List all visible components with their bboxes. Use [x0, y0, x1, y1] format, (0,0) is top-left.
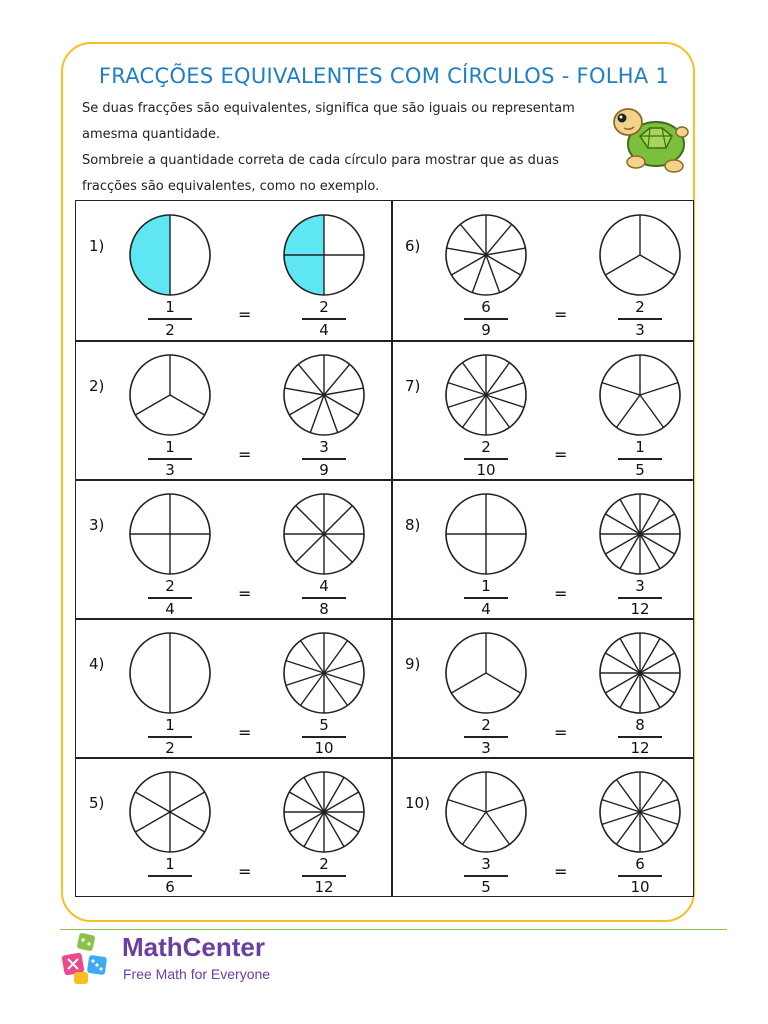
problem-cell — [392, 201, 701, 340]
equals-sign: = — [238, 862, 252, 881]
problem-number: 9) — [405, 655, 421, 673]
numerator: 6 — [635, 855, 645, 873]
fraction-circle-left[interactable] — [444, 353, 528, 437]
equals-sign: = — [238, 584, 252, 603]
denominator: 9 — [319, 460, 329, 479]
denominator: 6 — [165, 877, 175, 896]
problem-number: 5) — [89, 794, 105, 812]
fraction-bar — [302, 318, 346, 320]
problem-cell — [76, 341, 385, 480]
numerator: 8 — [635, 716, 645, 734]
numerator: 3 — [481, 855, 491, 873]
denominator: 4 — [481, 599, 491, 618]
fraction-circle-left[interactable] — [128, 770, 212, 854]
numerator: 6 — [481, 298, 491, 316]
numerator: 1 — [165, 855, 175, 873]
denominator: 4 — [165, 599, 175, 618]
problem-cell — [76, 758, 385, 897]
numerator: 2 — [635, 298, 645, 316]
denominator: 10 — [476, 460, 496, 479]
fraction-left — [464, 438, 508, 479]
numerator: 3 — [635, 577, 645, 595]
fraction-circle-left[interactable] — [444, 213, 528, 297]
problem-cell — [76, 619, 385, 758]
dice-cubes-logo-icon — [60, 932, 110, 986]
instruction-line: amesma quantidade. — [82, 127, 221, 142]
fraction-bar — [618, 875, 662, 877]
instructions — [82, 96, 592, 200]
numerator: 2 — [319, 855, 329, 873]
problem-cell — [392, 480, 701, 619]
fraction-bar — [302, 597, 346, 599]
problem-cell — [392, 758, 701, 897]
fraction-bar — [302, 875, 346, 877]
denominator: 3 — [481, 738, 491, 757]
numerator: 3 — [319, 438, 329, 456]
numerator: 2 — [481, 438, 491, 456]
fraction-circle-left[interactable] — [444, 770, 528, 854]
numerator: 1 — [165, 298, 175, 316]
fraction-circle-right[interactable] — [282, 492, 366, 576]
numerator: 2 — [481, 716, 491, 734]
equals-sign: = — [554, 723, 568, 742]
fraction-bar — [464, 597, 508, 599]
fraction-bar — [302, 736, 346, 738]
problem-cell — [392, 619, 701, 758]
footer-divider — [60, 929, 727, 930]
problem-cell — [76, 201, 385, 340]
fraction-left — [148, 577, 192, 618]
fraction-bar — [464, 318, 508, 320]
problem-number: 1) — [89, 237, 105, 255]
fraction-bar — [618, 736, 662, 738]
numerator: 5 — [319, 716, 329, 734]
brand-tagline: Free Math for Everyone — [123, 966, 271, 982]
fraction-circle-left[interactable] — [444, 492, 528, 576]
fraction-circle-right[interactable] — [598, 492, 682, 576]
numerator: 4 — [319, 577, 329, 595]
denominator: 12 — [630, 738, 650, 757]
fraction-circle-right[interactable] — [598, 213, 682, 297]
numerator: 2 — [165, 577, 175, 595]
fraction-right — [302, 438, 346, 479]
equals-sign: = — [238, 445, 252, 464]
fraction-bar — [148, 736, 192, 738]
fraction-bar — [618, 318, 662, 320]
denominator: 5 — [635, 460, 645, 479]
fraction-bar — [148, 875, 192, 877]
fraction-left — [148, 438, 192, 479]
fraction-circle-right[interactable] — [598, 770, 682, 854]
fraction-circle-left[interactable] — [128, 213, 212, 297]
fraction-right — [618, 577, 662, 618]
equals-sign: = — [554, 305, 568, 324]
denominator: 8 — [319, 599, 329, 618]
fraction-circle-left[interactable] — [128, 492, 212, 576]
fraction-bar — [464, 736, 508, 738]
instruction-line: Sombreie a quantidade correta de cada círculo para mostrar que as duas — [82, 153, 559, 168]
fraction-circle-left[interactable] — [128, 631, 212, 715]
fraction-left — [464, 298, 508, 339]
turtle-icon — [606, 96, 692, 178]
denominator: 3 — [165, 460, 175, 479]
instruction-line: Se duas fracções são equivalentes, significa que são iguais ou representam — [82, 101, 575, 116]
denominator: 2 — [165, 320, 175, 339]
fraction-right — [302, 855, 346, 896]
denominator: 10 — [314, 738, 334, 757]
problem-number: 3) — [89, 516, 105, 534]
denominator: 4 — [319, 320, 329, 339]
problem-number: 4) — [89, 655, 105, 673]
fraction-circle-left[interactable] — [444, 631, 528, 715]
equals-sign: = — [554, 584, 568, 603]
fraction-right — [618, 855, 662, 896]
fraction-right — [302, 298, 346, 339]
problem-number: 8) — [405, 516, 421, 534]
instruction-line: fracções são equivalentes, como no exemplo. — [82, 179, 380, 194]
equals-sign: = — [554, 862, 568, 881]
fraction-bar — [302, 458, 346, 460]
numerator: 1 — [635, 438, 645, 456]
fraction-right — [302, 716, 346, 757]
numerator: 1 — [165, 716, 175, 734]
denominator: 10 — [630, 877, 650, 896]
fraction-bar — [618, 597, 662, 599]
fraction-left — [148, 298, 192, 339]
fraction-right — [618, 298, 662, 339]
problem-cell — [392, 341, 701, 480]
fraction-right — [302, 577, 346, 618]
numerator: 1 — [481, 577, 491, 595]
problem-number: 10) — [405, 794, 430, 812]
denominator: 2 — [165, 738, 175, 757]
worksheet-title: FRACÇÕES EQUIVALENTES COM CÍRCULOS - FOLHA 1 — [98, 64, 670, 88]
fraction-left — [464, 855, 508, 896]
fraction-circle-right[interactable] — [282, 631, 366, 715]
fraction-left — [464, 716, 508, 757]
fraction-bar — [618, 458, 662, 460]
fraction-right — [618, 438, 662, 479]
fraction-circle-right[interactable] — [282, 353, 366, 437]
fraction-bar — [148, 318, 192, 320]
fraction-left — [148, 716, 192, 757]
problem-number: 6) — [405, 237, 421, 255]
numerator: 2 — [319, 298, 329, 316]
fraction-bar — [464, 875, 508, 877]
fraction-bar — [148, 458, 192, 460]
fraction-left — [464, 577, 508, 618]
fraction-circle-right[interactable] — [598, 353, 682, 437]
denominator: 9 — [481, 320, 491, 339]
problem-number: 2) — [89, 377, 105, 395]
fraction-circle-right[interactable] — [598, 631, 682, 715]
fraction-circle-right[interactable] — [282, 770, 366, 854]
equals-sign: = — [238, 723, 252, 742]
problem-number: 7) — [405, 377, 421, 395]
equals-sign: = — [554, 445, 568, 464]
brand-name: MathCenter — [122, 932, 266, 962]
fraction-bar — [464, 458, 508, 460]
fraction-circle-left[interactable] — [128, 353, 212, 437]
fraction-left — [148, 855, 192, 896]
fraction-right — [618, 716, 662, 757]
denominator: 3 — [635, 320, 645, 339]
numerator: 1 — [165, 438, 175, 456]
fraction-bar — [148, 597, 192, 599]
denominator: 12 — [630, 599, 650, 618]
denominator: 5 — [481, 877, 491, 896]
fraction-circle-right[interactable] — [282, 213, 366, 297]
equals-sign: = — [238, 305, 252, 324]
denominator: 12 — [314, 877, 334, 896]
problem-cell — [76, 480, 385, 619]
